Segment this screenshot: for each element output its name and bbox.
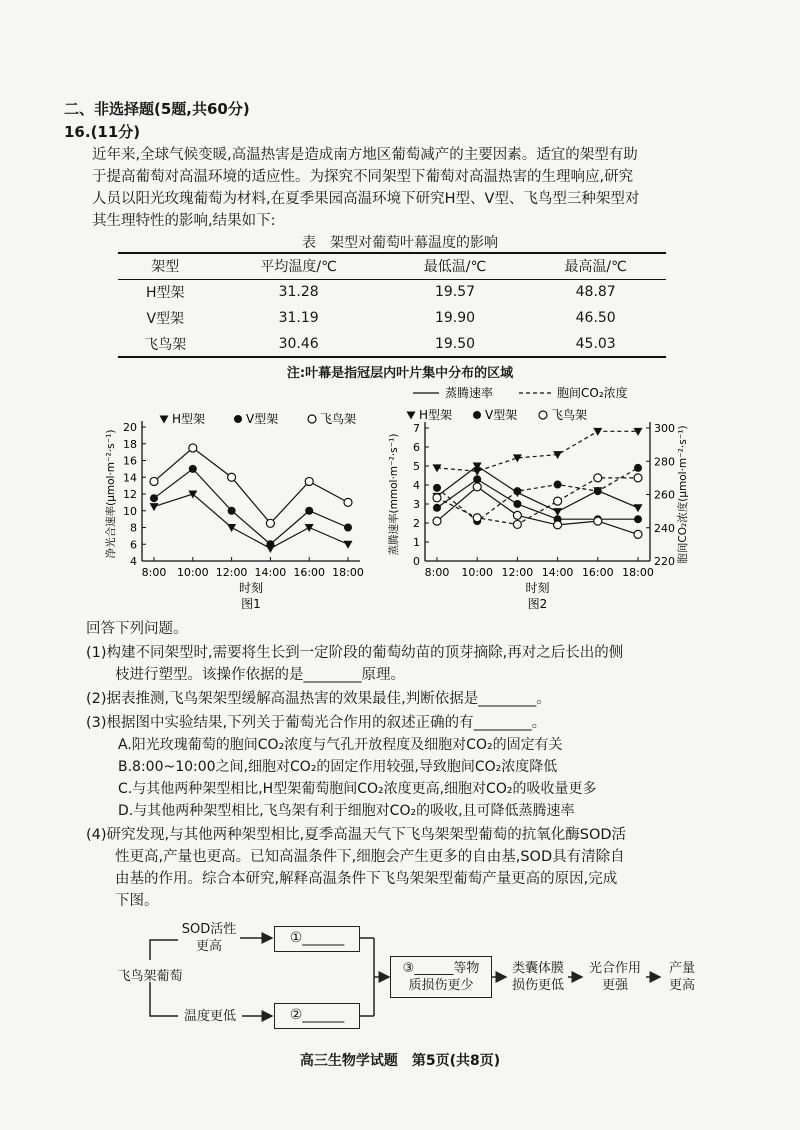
y-axis-label: 蒸腾速率(mmol·m⁻²·s⁻¹) bbox=[388, 433, 400, 556]
data-point bbox=[513, 511, 521, 519]
legend-label: 飞鸟架 bbox=[551, 408, 588, 422]
x-tick-label: 10:00 bbox=[461, 566, 494, 579]
legend-label: 飞鸟架 bbox=[320, 412, 357, 426]
legend-marker bbox=[539, 411, 547, 419]
table-row bbox=[118, 305, 666, 331]
flow-blank-1: ①______ bbox=[289, 930, 345, 946]
data-point bbox=[554, 521, 562, 529]
series-line bbox=[437, 487, 638, 535]
data-point bbox=[594, 517, 602, 525]
data-point bbox=[473, 514, 481, 522]
table-cell: 31.28 bbox=[278, 284, 319, 301]
q3-option-d: D.与其他两种架型相比,飞鸟架有利于细胞对CO₂的吸收,且可降低蒸腾速率 bbox=[118, 803, 575, 819]
flow-blank-2: ②______ bbox=[289, 1007, 345, 1023]
series-line bbox=[154, 469, 348, 544]
data-point bbox=[473, 475, 481, 483]
flow-sod-line-1: SOD活性 bbox=[181, 922, 237, 937]
legend-solid-label: 蒸腾速率 bbox=[445, 386, 494, 400]
legend-marker bbox=[308, 415, 316, 423]
x-tick-label: 10:00 bbox=[176, 566, 209, 579]
table-cell: V型架 bbox=[146, 311, 185, 327]
data-point bbox=[189, 465, 197, 473]
legend-marker bbox=[234, 415, 242, 423]
series-line bbox=[437, 431, 638, 471]
data-point bbox=[634, 515, 642, 523]
y-right-tick-label: 280 bbox=[654, 455, 675, 469]
intro-line-1: 近年来,全球气候变暖,高温热害是造成南方地区葡萄减产的主要因素。适宜的架型有助 bbox=[92, 147, 638, 163]
series-line bbox=[154, 448, 348, 523]
data-point bbox=[150, 494, 158, 502]
table-cell: H型架 bbox=[146, 285, 185, 302]
table-header-row bbox=[118, 253, 666, 279]
legend-marker bbox=[160, 416, 169, 424]
figure-2-chart bbox=[385, 388, 715, 623]
q3-line: (3)根据图中实验结果,下列关于葡萄光合作用的叙述正确的有________。 bbox=[86, 715, 547, 731]
data-point bbox=[266, 540, 274, 548]
data-point bbox=[150, 503, 159, 511]
data-point bbox=[344, 524, 352, 532]
y-right-tick-label: 300 bbox=[654, 422, 675, 435]
table-title: 表 架型对葡萄叶幕温度的影响 bbox=[302, 235, 498, 251]
table-note: 注:叶幕是指冠层内叶片集中分布的区域 bbox=[286, 366, 514, 381]
series-line bbox=[154, 494, 348, 548]
legend-marker bbox=[407, 412, 416, 420]
q4-line-2: 性更高,产量也更高。已知高温条件下,细胞会产生更多的自由基,SOD具有清除自 bbox=[86, 849, 625, 865]
data-point bbox=[594, 474, 602, 482]
table-row bbox=[118, 331, 666, 357]
x-tick-label: 14:00 bbox=[254, 566, 287, 579]
flow-photosynthesis bbox=[584, 960, 646, 994]
flow-blank-3 bbox=[390, 960, 492, 994]
data-point bbox=[228, 473, 236, 481]
data-point bbox=[305, 477, 313, 485]
data-point bbox=[473, 483, 481, 491]
intro-line-3: 人员以阳光玫瑰葡萄为材料,在夏季果园高温环境下研究H型、V型、飞鸟型三种架型对 bbox=[92, 191, 640, 207]
x-tick-label: 14:00 bbox=[541, 566, 574, 579]
data-point bbox=[266, 519, 274, 527]
y-tick-label: 12 bbox=[123, 488, 137, 501]
data-point bbox=[594, 487, 602, 495]
data-point bbox=[228, 507, 236, 515]
legend-label: V型架 bbox=[246, 412, 279, 426]
flow-sod-higher bbox=[178, 921, 240, 955]
data-point bbox=[513, 500, 521, 508]
y-tick-label: 16 bbox=[123, 454, 137, 468]
table-cell: 19.57 bbox=[434, 284, 476, 301]
flow-yield bbox=[662, 960, 702, 994]
q1-line-1: (1)构建不同架型时,需要将生长到一定阶段的葡萄幼苗的顶芽摘除,再对之后长出的侧 bbox=[86, 645, 624, 661]
series-line bbox=[437, 478, 638, 525]
q3-option-a: A.阳光玫瑰葡萄的胞间CO₂浓度与气孔开放程度及细胞对CO₂的固定有关 bbox=[118, 737, 563, 753]
y-tick-label: 0 bbox=[413, 555, 420, 568]
flow-yield-line-1: 产量 bbox=[668, 961, 695, 976]
data-point bbox=[554, 481, 562, 489]
flow-temp-lower: 温度更低 bbox=[183, 1009, 236, 1024]
y-tick-label: 1 bbox=[413, 536, 420, 549]
legend-marker bbox=[473, 411, 481, 419]
y-tick-label: 18 bbox=[123, 437, 137, 451]
data-point bbox=[554, 497, 562, 505]
data-point bbox=[634, 474, 642, 482]
flow-blank-3-line-1: ③______等物 bbox=[402, 961, 480, 976]
q2-line: (2)据表推测,飞鸟架架型缓解高温热害的效果最佳,判断依据是________。 bbox=[86, 691, 551, 707]
flow-photo-line-2: 更强 bbox=[601, 978, 628, 993]
table-cell: 19.90 bbox=[434, 310, 476, 326]
legend-label: H型架 bbox=[419, 408, 453, 422]
flow-thylakoid-line-1: 类囊体膜 bbox=[511, 961, 564, 976]
y-tick-label: 4 bbox=[413, 479, 420, 492]
data-point bbox=[513, 487, 521, 495]
chart-title: 图1 bbox=[241, 597, 261, 611]
q4-line-4: 下图。 bbox=[86, 893, 159, 909]
y-right-tick-label: 240 bbox=[654, 521, 675, 535]
x-tick-label: 8:00 bbox=[141, 566, 167, 579]
x-tick-label: 12:00 bbox=[215, 566, 248, 579]
flow-thylakoid bbox=[506, 960, 570, 994]
q3-option-c: C.与其他两种架型相比,H型架葡萄胞间CO₂浓度更高,细胞对CO₂的吸收量更多 bbox=[118, 781, 597, 797]
x-tick-label: 18:00 bbox=[332, 566, 364, 579]
table-header: 最低温/℃ bbox=[385, 253, 526, 279]
y-tick-label: 3 bbox=[413, 498, 420, 511]
data-point bbox=[433, 494, 441, 502]
data-point bbox=[150, 477, 158, 485]
intro-line-2: 于提高葡萄对高温环境的适应性。为探究不同架型下葡萄对高温热害的生理响应,研究 bbox=[92, 169, 634, 185]
y-right-tick-label: 260 bbox=[654, 488, 675, 502]
data-point bbox=[189, 444, 197, 452]
data-point bbox=[634, 530, 642, 538]
table-header: 架型 bbox=[118, 253, 213, 279]
y-tick-label: 2 bbox=[413, 517, 420, 530]
y-axis-label: 净光合速率(μmol·m⁻²·s⁻¹) bbox=[105, 429, 117, 559]
chart-title: 图2 bbox=[527, 597, 548, 611]
y-tick-label: 10 bbox=[123, 504, 137, 518]
x-tick-label: 12:00 bbox=[501, 566, 534, 579]
flow-sod-line-2: 更高 bbox=[195, 939, 222, 954]
flow-photo-line-1: 光合作用 bbox=[588, 961, 641, 976]
y-right-tick-label: 220 bbox=[654, 555, 675, 568]
data-point bbox=[433, 517, 441, 525]
y-tick-label: 8 bbox=[130, 521, 137, 535]
temperature-table bbox=[118, 252, 666, 358]
q4-line-1: (4)研究发现,与其他两种架型相比,夏季高温天气下飞鸟架架型葡萄的抗氧化酶SOD活 bbox=[86, 827, 627, 843]
intro-line-4: 其生理特性的影响,结果如下: bbox=[92, 213, 276, 229]
x-axis-label: 时刻 bbox=[525, 581, 550, 595]
y-tick-label: 7 bbox=[413, 422, 420, 435]
y-axis-right-label: 胞间CO₂浓度(μmol·m⁻²·s⁻¹) bbox=[677, 425, 689, 564]
x-tick-label: 18:00 bbox=[622, 566, 654, 579]
flow-thylakoid-line-2: 损伤更低 bbox=[511, 978, 564, 993]
flow-yield-line-2: 更高 bbox=[668, 978, 695, 993]
table-cell: 30.46 bbox=[213, 331, 385, 357]
data-point bbox=[553, 508, 562, 516]
question-number: 16.(11分) bbox=[64, 123, 141, 141]
table-cell: 45.03 bbox=[525, 331, 666, 357]
data-point bbox=[473, 468, 482, 476]
data-point bbox=[227, 524, 236, 532]
y-tick-label: 20 bbox=[123, 421, 137, 434]
table-header: 平均温度/℃ bbox=[213, 253, 385, 279]
table-header: 最高温/℃ bbox=[525, 253, 666, 279]
data-point bbox=[433, 484, 441, 492]
table-cell: 48.87 bbox=[575, 284, 616, 301]
q4-line-3: 由基的作用。综合本研究,解释高温条件下飞鸟架架型葡萄产量更高的原因,完成 bbox=[86, 871, 618, 887]
data-point bbox=[634, 504, 643, 512]
flow-start: 飞鸟架葡萄 bbox=[117, 969, 183, 984]
data-point bbox=[433, 504, 441, 512]
table-cell: 31.19 bbox=[278, 310, 319, 326]
data-point bbox=[305, 507, 313, 515]
data-point bbox=[634, 464, 642, 472]
page-footer: 高三生物学试题 第5页(共8页) bbox=[299, 1053, 501, 1069]
data-point bbox=[344, 498, 352, 506]
data-point bbox=[305, 524, 314, 532]
flow-blank-3-line-2: 质损伤更少 bbox=[408, 978, 474, 993]
legend-dashed-label: 胞间CO₂浓度 bbox=[557, 386, 628, 400]
y-tick-label: 6 bbox=[130, 538, 137, 552]
section-heading: 二、非选择题(5题,共60分) bbox=[64, 100, 250, 118]
legend-label: H型架 bbox=[172, 412, 206, 426]
x-tick-label: 16:00 bbox=[581, 566, 614, 579]
x-tick-label: 16:00 bbox=[293, 566, 326, 579]
q1-line-2: 枝进行塑型。该操作依据的是________原理。 bbox=[86, 667, 405, 683]
data-point bbox=[344, 541, 353, 549]
table-cell: 46.50 bbox=[575, 310, 616, 326]
y-tick-label: 14 bbox=[123, 471, 137, 485]
answer-prompt: 回答下列问题。 bbox=[86, 621, 188, 637]
table-cell: 19.50 bbox=[385, 331, 526, 357]
data-point bbox=[593, 428, 602, 436]
series-line bbox=[437, 466, 638, 512]
table-row bbox=[118, 279, 666, 305]
figure-1-chart bbox=[90, 395, 390, 630]
data-point bbox=[513, 520, 521, 528]
x-axis-label: 时刻 bbox=[238, 581, 264, 595]
y-tick-label: 4 bbox=[130, 555, 137, 568]
x-tick-label: 8:00 bbox=[424, 566, 450, 579]
y-tick-label: 6 bbox=[413, 441, 420, 454]
table-cell: 飞鸟架 bbox=[118, 331, 213, 357]
y-tick-label: 5 bbox=[413, 460, 420, 473]
legend-label: V型架 bbox=[485, 408, 518, 422]
q3-option-b: B.8:00~10:00之间,细胞对CO₂的固定作用较强,导致胞间CO₂浓度降低 bbox=[118, 759, 558, 775]
